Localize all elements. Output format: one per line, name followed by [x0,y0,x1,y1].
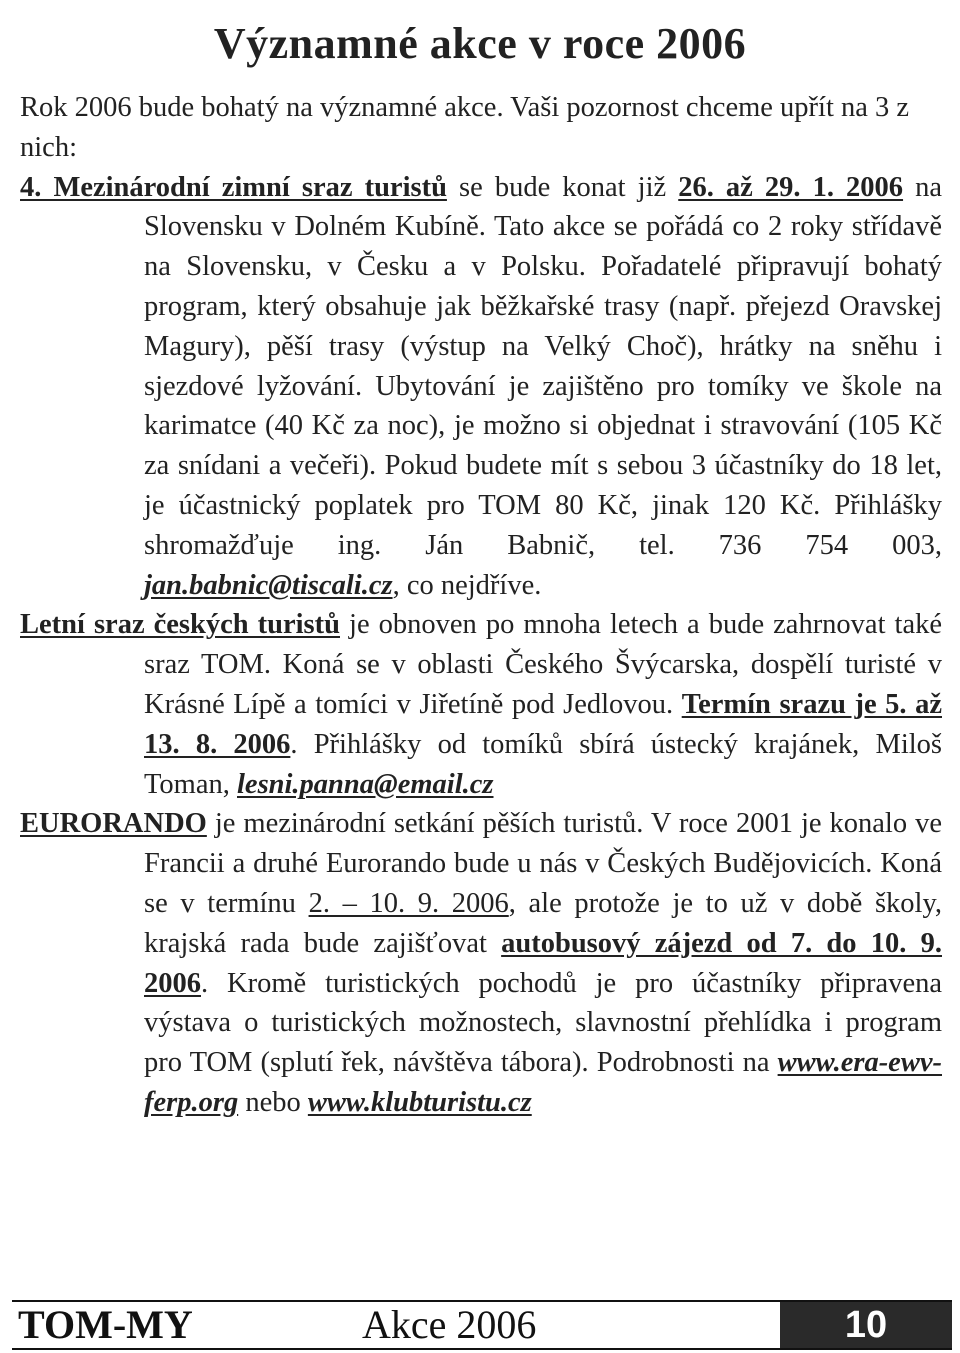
page-title: Významné akce v roce 2006 [213,19,747,68]
event-paragraph-summer [20,605,942,804]
event-text: , co nejdříve. [392,569,542,601]
event-text: nebo [238,1086,308,1118]
event-name-eurorando: EURORANDO [20,808,207,840]
event-text: , ale protože je to už v době školy, krajská rada bude zajišťovat [144,887,942,959]
event-text: . Přihlášky od tomíků sbírá ústecký krajánek, Miloš Toman, [144,728,942,800]
article-body [20,88,942,1123]
email-link-toman[interactable]: lesni.panna@email.cz [237,768,494,800]
web-link-era[interactable]: www.era-ewv-ferp.org [144,1047,942,1118]
web-link-klubturistu[interactable]: www.klubturistu.cz [307,1086,532,1118]
event-text: . Kromě turistických pochodů je pro účastníky připravena výstava o turistických možnostech, slavnostní přehlídka i program pro TOM (splutí řek, návštěva tábora). Podrobnosti na [144,967,942,1079]
event-date-winter: 26. až 29. 1. 2006 [678,171,904,203]
event-name-summer: Letní sraz českých turistů [20,609,340,641]
event-name-winter: 4. Mezinárodní zimní sraz turistů [20,171,447,203]
event-text: je obnoven po mnoha letech a bude zahrnovat také sraz TOM. Koná se v oblasti Českého Švýcarska, dospělí turisté v Krásné Lípě a tomíci v Jiřetíně pod Jedlovou. [144,609,943,720]
event-paragraph-winter [20,168,942,606]
bus-trip-dates: autobusový zájezd od 7. do 10. 9. 2006 [144,927,942,999]
event-term-summer: Termín srazu je 5. až 13. 8. 2006 [144,688,942,760]
event-paragraph-eurorando [20,804,942,1122]
page-number: 10 [780,1302,952,1348]
email-link-babnic[interactable]: jan.babnic@tiscali.cz [144,569,393,601]
footer-section: Akce 2006 [362,1302,537,1347]
footer-brand: TOM-MY [18,1302,193,1347]
event-text: je mezinárodní setkání pěších turistů. V roce 2001 je konalo ve Francii a druhé Eurorando bude u nás v Českých Budějovicích. Koná se v termínu [144,808,942,919]
event-text: se bude konat již [446,171,679,203]
event-text: na Slovensku v Dolném Kubíně. Tato akce se pořádá co 2 roky střídavě na Slovensku, v Česku a v Polsku. Pořadatelé připravují bohatý program, který obsahuje jak běžkařské trasy (např. přejezd Oravskej Magury), pěší trasy (výstup na Velký Choč), hrátky na sněhu i sjezdové lyžování. Ubytování je zajištěno pro tomíky ve škole na karimatce (40 Kč za noc), je možno si objednat i stravování (105 Kč za snídani a večeři). Pokud budete mít s sebou 3 účastníky do 18 let, je účastnický poplatek pro TOM 80 Kč, jinak 120 Kč. Přihlášky shromažďuje ing. Ján Babnič, tel. 736 754 003, [144,171,943,561]
intro-paragraph: Rok 2006 bude bohatý na významné akce. Vaši pozornost chceme upřít na 3 z nich: [20,92,910,163]
page-footer [12,1300,952,1350]
event-date-eurorando: 2. – 10. 9. 2006 [308,887,509,919]
